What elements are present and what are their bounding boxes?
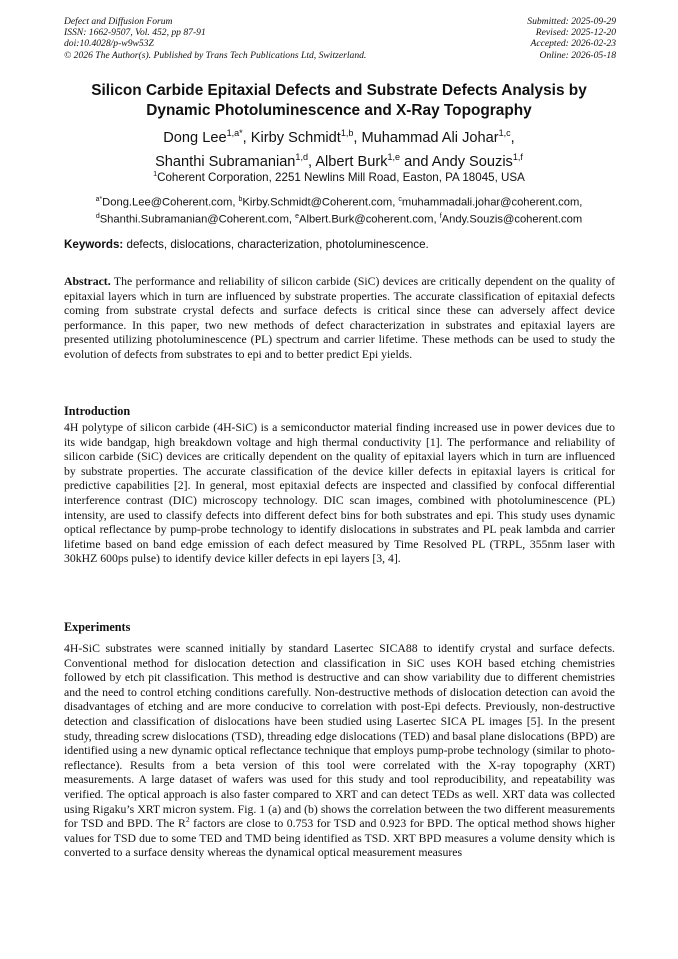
author-sup: 1,c [498, 128, 511, 138]
email-sup: c [398, 196, 402, 203]
abstract [64, 275, 615, 363]
revised-date: Revised: 2025-12-20 [535, 27, 616, 39]
title-line-2: Dynamic Photoluminescence and X-Ray Topography [146, 101, 532, 119]
email-address[interactable]: Dong.Lee@Coherent.com, [102, 196, 239, 209]
abstract-label: Abstract. [64, 275, 111, 288]
email-line-1 [40, 193, 638, 210]
journal-header-right [527, 16, 616, 61]
email-sup: f [439, 212, 442, 220]
affiliation-sup: 1 [153, 169, 158, 178]
email-address[interactable]: Albert.Burk@coherent.com, [299, 213, 440, 226]
introduction-text: 4H polytype of silicon carbide (4H-SiC) is a semiconductor material finding increased use in power devices due to its wide bandgap, high breakdown voltage and high thermal conductivity [1]. The performance and reliability of silicon carbide (SiC) devices are critically dependent on the quality of epitaxial layers which in turn are influenced by substrate properties. The accurate classification of the device killer defects in epitaxial layers is critical for predictive capabilities [2]. In general, most epitaxial defects are inspected and classified by confocal differential interference contrast (DIC) microscopy technology. DIC scan images, combined with photoluminescence (PL) intensity, are used to classify defects into different defect bins for both substrates and epi. This study uses dynamic optical reflectance by pump-probe technology to identify dislocations in substrates and PL peak lambda and carrier lifetime based on band edge emission of each defect measured by Time Resolved PL (TRPL, 355nm laser with 30kHZ 600ps pulse) to identify device killer defects in epi layers [3, 4]. [64, 421, 615, 566]
author-name: Shanthi Subramanian [155, 153, 296, 170]
email-address[interactable]: muhammadali.johar@coherent.com, [401, 196, 583, 209]
author-sep: , [510, 129, 515, 146]
title-line-1: Silicon Carbide Epitaxial Defects and Substrate Defects Analysis by [91, 82, 587, 99]
author-name: Kirby Schmidt [250, 129, 341, 146]
author-name: Dong Lee [163, 129, 227, 146]
email-address[interactable]: Andy.Souzis@coherent.com [441, 213, 583, 226]
email-sup: d [95, 212, 100, 220]
author-sep: , [242, 129, 251, 146]
email-list [40, 193, 638, 227]
email-sup: e [295, 212, 299, 220]
author-list [40, 124, 638, 172]
accepted-date: Accepted: 2026-02-23 [530, 38, 616, 50]
author-name: Muhammad Ali Johar [361, 129, 499, 146]
submitted-date: Submitted: 2025-09-29 [527, 16, 616, 27]
affiliation-text: Coherent Corporation, 2251 Newlins Mill Road, Easton, PA 18045, USA [157, 170, 525, 184]
keywords-text: defects, dislocations, characterization, photoluminescence. [123, 238, 429, 251]
r-squared-sup: 2 [185, 815, 190, 825]
experiments-text-part-a: 4H-SiC substrates were scanned initially by standard Lasertec SICA88 to identify crystal and surface defects. Conventional method for dislocation detection and classification in SiC uses KOH based etching chemistries followed by etch pit classification. This method is destructive and can show variability due to different chemistries and the need to control etching conditions carefully. Non-destructive methods of dislocation detection can avoid the disadvantages of etching and are more conducive to correlation with post-Epi defects. Previously, non-destructive detection and classification of dislocations have been studied using Lasertec SICA PL images [5]. In the present study, threading screw dislocations (TSD), threading edge dislocations (TED) and basal plane dislocations (BPD) are identified using a new dynamic optical reflectance technique that employs pump-probe technology (similar to photo-reflectance). Results from a beta version of this tool were correlated with the X-ray topography (XRT) measurements. A large dataset of wafers was used for this study and tool reproducibility, and repeatability was verified. The optical approach is also faster compared to XRT and can detect TEDs as well. XRT data was collected using Rigaku’s XRT micron system. Fig. 1 (a) and (b) shows the correlation between the two different measurements for TSD and BPD. The R [64, 642, 615, 831]
email-line-2 [40, 210, 638, 227]
issn-volume: ISSN: 1662-9507, Vol. 452, pp 87-91 [64, 27, 206, 39]
paper-title [40, 81, 638, 120]
experiments-heading: Experiments [64, 620, 131, 634]
email-address[interactable]: Kirby.Schmidt@Coherent.com, [242, 196, 399, 209]
journal-header-left [64, 16, 366, 61]
experiments-text [64, 642, 615, 861]
author-name: Albert Burk [315, 153, 388, 170]
author-sup: 1,b [340, 128, 354, 138]
email-sup: a* [95, 196, 103, 203]
author-sep: , [308, 153, 316, 170]
author-sup: 1,a* [226, 128, 243, 138]
introduction-heading: Introduction [64, 404, 131, 418]
author-name: Andy Souzis [431, 153, 513, 170]
keywords-label: Keywords: [64, 238, 124, 251]
doi: doi:10.4028/p-w9w53Z [64, 38, 154, 50]
experiments-text-part-b: factors are close to 0.753 for TSD and 0.923 for BPD. The optical method shows higher values for TSD due to some TED and TMD being identified as TSD. XRT BPD measures a volume density which is converted to a surface density whereas the dynamical optical measurement measures [64, 817, 615, 860]
author-sup: 1,e [387, 151, 401, 162]
affiliation [40, 167, 638, 185]
author-sup: 1,f [512, 151, 523, 162]
online-date: Online: 2026-05-18 [539, 49, 616, 61]
author-sep: , [353, 129, 362, 146]
author-sep: and [400, 153, 432, 170]
author-sup: 1,d [295, 151, 308, 162]
email-address[interactable]: Shanthi.Subramanian@Coherent.com, [99, 213, 296, 226]
keywords [64, 238, 616, 252]
copyright: © 2026 The Author(s). Published by Trans Tech Publications Ltd, Switzerland. [64, 49, 367, 61]
author-line-1 [40, 124, 638, 148]
email-sup: b [238, 196, 243, 203]
journal-name: Defect and Diffusion Forum [64, 16, 173, 27]
abstract-text: The performance and reliability of silicon carbide (SiC) devices are critically dependent on the quality of epitaxial layers which in turn are influenced by substrate properties. The accurate classification of epitaxial defects coming from substrate crystal defects and surface defects is critical since these can adversely affect device performance. In this paper, two new methods of defect characterization in substrates and epitaxial layers are presented utilizing photoluminescence (PL) spectrum and carrier lifetime. These methods can be used to study the evolution of defects from substrates to epi and to better predict Epi yields. [64, 275, 615, 361]
